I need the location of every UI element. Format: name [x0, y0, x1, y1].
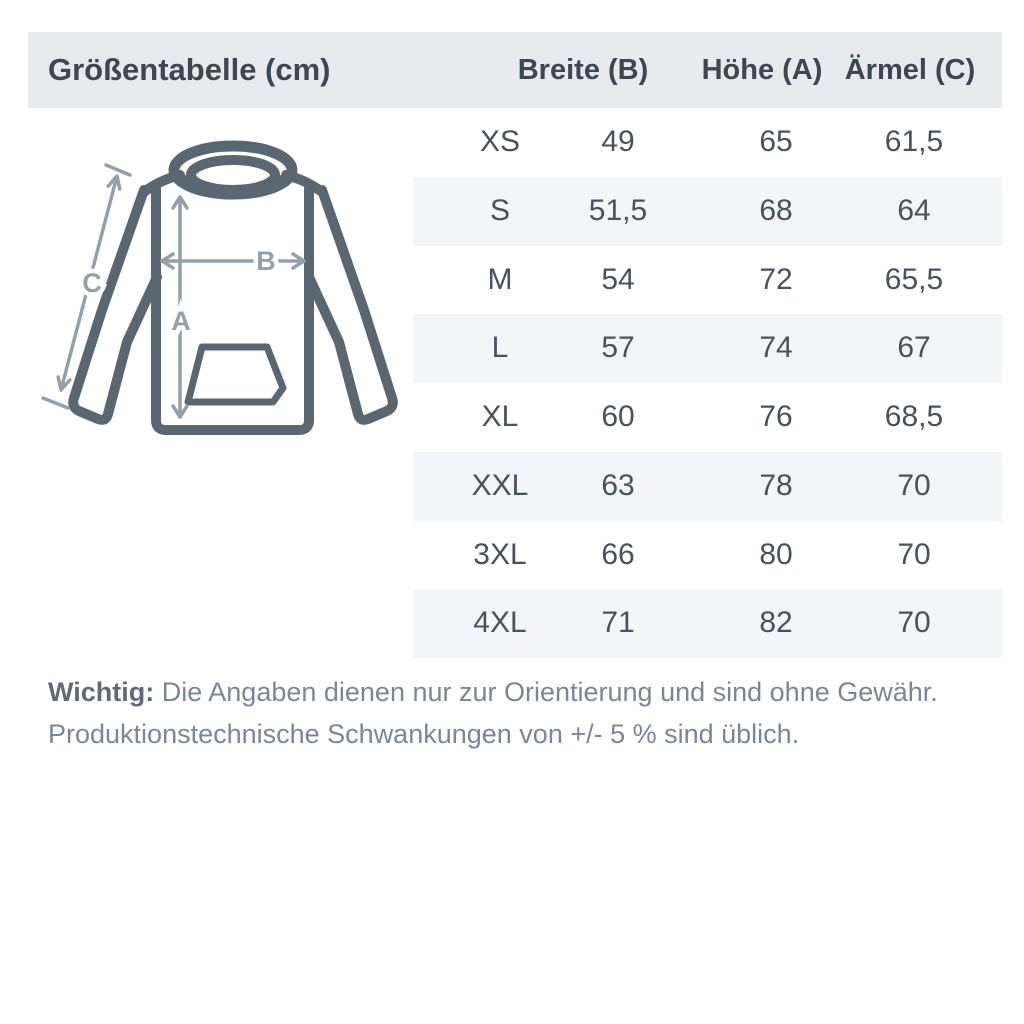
extent-tick-bottom	[43, 398, 68, 408]
table-row	[413, 452, 1002, 521]
size-cell: 3XL	[473, 537, 527, 571]
breite-cell: 49	[601, 125, 635, 158]
size-cell: 4XL	[473, 606, 527, 640]
hoehe-cell: 68	[759, 193, 793, 227]
size-cell: L	[491, 331, 509, 365]
size-cell: S	[489, 193, 511, 227]
hoehe-cell: 72	[759, 262, 793, 296]
size-cell: XL	[481, 400, 519, 433]
breite-cell: 63	[601, 468, 635, 502]
table-row	[413, 246, 1002, 315]
column-header-hoehe: Höhe (A)	[701, 54, 823, 86]
extent-tick-top	[106, 165, 130, 175]
hoehe-cell: 76	[759, 400, 793, 433]
disclaimer-note	[48, 671, 968, 755]
aermel-cell: 70	[897, 606, 931, 640]
chart-title: Größentabelle (cm)	[48, 52, 331, 87]
table-header-band	[28, 32, 1002, 108]
aermel-cell: 64	[897, 193, 931, 227]
disclaimer-label: Wichtig:	[48, 677, 155, 707]
table-row	[413, 589, 1002, 658]
breite-cell: 66	[601, 537, 635, 571]
breite-cell: 60	[601, 400, 635, 433]
table-row	[413, 177, 1002, 246]
size-cell: XS	[479, 125, 521, 158]
table-row	[413, 521, 1002, 590]
aermel-cell: 70	[897, 468, 931, 502]
kangaroo-pocket	[188, 347, 283, 402]
aermel-cell: 67	[897, 331, 931, 365]
column-header-breite: Breite (B)	[517, 54, 649, 86]
dimension-label-b: B	[256, 246, 276, 276]
column-header-aermel: Ärmel (C)	[844, 54, 976, 86]
breite-cell: 54	[601, 262, 635, 296]
aermel-cell: 65,5	[884, 262, 944, 296]
hoehe-cell: 65	[759, 125, 793, 158]
hoehe-cell: 78	[759, 468, 793, 502]
table-row	[413, 108, 1002, 177]
size-cell: M	[487, 262, 513, 296]
sleeve-left	[73, 190, 157, 420]
hoehe-cell: 74	[759, 331, 793, 365]
size-table	[413, 108, 1002, 658]
disclaimer-line2: Produktionstechnische Schwankungen von +/- 5 % sind üblich.	[48, 719, 800, 749]
breite-cell: 57	[601, 331, 635, 365]
aermel-cell: 68,5	[884, 400, 944, 433]
hoehe-cell: 82	[759, 606, 793, 640]
hoehe-cell: 80	[759, 537, 793, 571]
sleeve-right	[309, 190, 393, 420]
table-row	[413, 383, 1002, 452]
dimension-label-c: C	[82, 268, 102, 298]
aermel-cell: 61,5	[884, 125, 944, 158]
breite-cell: 51,5	[588, 193, 648, 227]
hoodie-measurement-diagram	[40, 130, 410, 450]
aermel-cell: 70	[897, 537, 931, 571]
size-cell: XXL	[471, 468, 529, 502]
disclaimer-line1: Die Angaben dienen nur zur Orientierung und sind ohne Gewähr.	[161, 677, 938, 707]
table-row	[413, 314, 1002, 383]
breite-cell: 71	[601, 606, 635, 640]
dimension-label-a: A	[171, 306, 191, 336]
shoulder-left	[144, 175, 180, 192]
